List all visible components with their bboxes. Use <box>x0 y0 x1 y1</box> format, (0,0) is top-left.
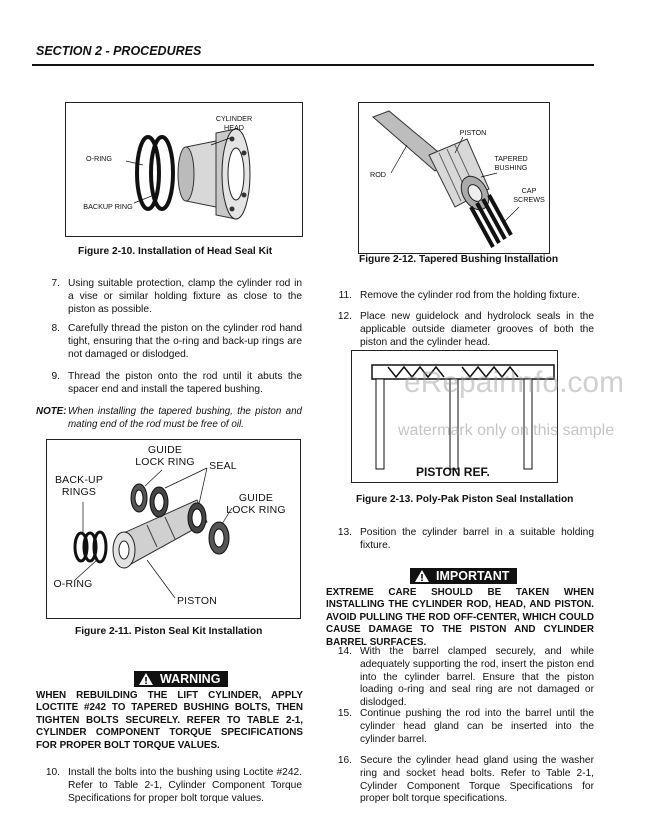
watermark-logo: eRepairInfo.com <box>404 366 625 399</box>
section-title: SECTION 2 - PROCEDURES <box>36 44 202 58</box>
note-text: When installing the tapered bushing, the piston and mating end of the rod must be free of oil. <box>68 406 302 430</box>
warning-label: WARNING <box>160 672 221 686</box>
warning-triangle-icon <box>414 569 430 583</box>
important-text: EXTREME CARE SHOULD BE TAKEN WHEN INSTALLING THE CYLINDER ROD, HEAD, AND PISTON. AVOID PULLING THE ROD OFF-CENTER, WHICH COULD CAUSE DAMAGE TO THE PISTON AND CYLINDER BARREL SURFACES. <box>326 587 594 648</box>
step-text: Install the bolts into the bushing using Loctite #242. Refer to Table 2-1, Cylinder Component Torque Specifications for proper bolt torque values. <box>68 767 302 804</box>
step-number: 11. <box>338 290 352 301</box>
figure-2-10-caption: Figure 2-10. Installation of Head Seal Kit <box>78 246 273 257</box>
header-rule <box>32 64 594 66</box>
label-backup-ring: BACKUP RING <box>83 202 133 211</box>
label-piston: PISTON <box>459 128 487 137</box>
label-rod: ROD <box>370 170 386 179</box>
warning-badge <box>134 671 228 687</box>
step-16 <box>326 755 594 807</box>
label-o-ring: O-RING <box>53 578 93 590</box>
label-cylinder-head: CYLINDER HEAD <box>215 114 253 132</box>
figure-2-12 <box>358 102 550 254</box>
label-piston: PISTON <box>176 595 218 607</box>
label-tapered-bushing: TAPERED BUSHING <box>494 154 528 172</box>
label-guide-lock-ring-right: GUIDE LOCK RING <box>226 492 286 516</box>
label-seal: SEAL <box>209 460 237 472</box>
piston-ref-label: PISTON REF. <box>416 465 490 479</box>
head-seal-kit-illustration <box>66 103 302 236</box>
step-number: 14. <box>337 646 352 657</box>
step-number: 7. <box>51 278 60 289</box>
step-11 <box>326 290 594 304</box>
step-12 <box>326 311 594 351</box>
step-text: Place new guidelock and hydrolock seals in the applicable outside diameter grooves of both the piston and the cylinder head. <box>360 311 594 348</box>
figure-2-10 <box>65 102 303 237</box>
step-text: Secure the cylinder head gland using the washer ring and socket head bolts. Refer to Table 2-1, Cylinder Component Torque Specifications for proper bolt torque specifications. <box>360 755 594 805</box>
label-o-ring: O-RING <box>86 154 112 163</box>
step-number: 10. <box>45 767 60 778</box>
figure-2-12-caption: Figure 2-12. Tapered Bushing Installation <box>359 254 559 265</box>
watermark-notice: watermark only on this sample <box>398 422 615 439</box>
step-15 <box>326 708 594 748</box>
step-text: Continue pushing the rod into the barrel until the cylinder head gland can be inserted into the cylinder barrel. <box>360 708 594 745</box>
warning-triangle-icon <box>138 672 154 686</box>
label-back-up-rings: BACK-UP RINGS <box>54 474 104 498</box>
step-7 <box>34 278 302 316</box>
step-number: 8. <box>51 323 60 334</box>
figure-2-11 <box>46 439 301 619</box>
step-number: 12. <box>337 311 352 322</box>
step-text: Thread the piston onto the rod until it abuts the spacer end and install the tapered bushing. <box>68 371 302 395</box>
note-label: NOTE: <box>36 406 67 417</box>
step-number: 9. <box>51 371 60 382</box>
step-text: Remove the cylinder rod from the holding fixture. <box>360 290 580 301</box>
important-label: IMPORTANT <box>436 569 510 583</box>
warning-text: WHEN REBUILDING THE LIFT CYLINDER, APPLY LOCTITE #242 TO TAPERED BUSHING BOLTS, THEN TIGHTEN BOLTS SECURELY. REFER TO TABLE 2-1, CYLINDER COMPONENT TORQUE SPECIFICATIONS FOR PROPER BOLT TORQUE VALUES. <box>36 690 303 751</box>
step-text: Carefully thread the piston on the cylinder rod hand tight, ensuring that the o-ring and back-up rings are not damaged or dislodged. <box>68 323 302 360</box>
important-badge <box>410 568 517 584</box>
figure-2-11-caption: Figure 2-11. Piston Seal Kit Installation <box>75 626 263 637</box>
step-10 <box>34 767 302 807</box>
label-cap-screws: CAP SCREWS <box>513 186 545 204</box>
step-8 <box>34 323 302 361</box>
figure-2-13-caption: Figure 2-13. Poly-Pak Piston Seal Installation <box>356 494 574 505</box>
step-number: 13. <box>337 527 352 538</box>
step-text: Position the cylinder barrel in a suitable holding fixture. <box>360 527 594 551</box>
step-text: Using suitable protection, clamp the cylinder rod in a vise or similar holding fixture as close to the piston as possible. <box>68 278 302 315</box>
step-text: With the barrel clamped securely, and while adequately supporting the rod, insert the piston end into the cylinder barrel. Ensure that the piston loading o-ring and seal ring are not damaged or dislodged. <box>360 646 594 709</box>
step-13 <box>326 527 594 553</box>
step-number: 16. <box>337 755 352 766</box>
label-guide-lock-ring-top: GUIDE LOCK RING <box>135 444 195 468</box>
step-number: 15. <box>337 708 352 719</box>
step-9 <box>34 371 302 397</box>
step-14 <box>326 646 594 709</box>
